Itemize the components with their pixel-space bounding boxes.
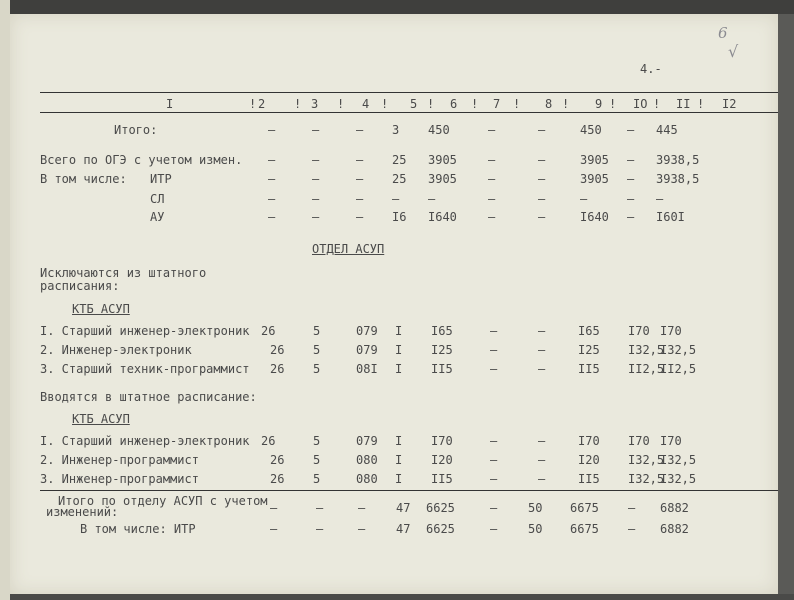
cell-c9: I65 — [578, 324, 600, 338]
cell: 25 — [392, 172, 407, 186]
cell-c6: I70 — [431, 434, 453, 448]
cell: 47 — [396, 522, 411, 536]
header-top-rule — [40, 92, 778, 93]
cell: – — [538, 123, 546, 137]
column-separator: ! — [427, 97, 435, 111]
cell: – — [358, 522, 366, 536]
cell: 3 — [392, 123, 400, 137]
cell: – — [312, 172, 320, 186]
cell: – — [488, 210, 496, 224]
column-header-5: 5 — [410, 97, 418, 111]
position-name: I. Старший инженер-электроник — [40, 324, 250, 338]
column-header-7: 7 — [493, 97, 501, 111]
cell: – — [268, 153, 276, 167]
cell-c6: I65 — [431, 324, 453, 338]
cell-c11: I70 — [660, 324, 682, 338]
cell-c4: 079 — [356, 434, 378, 448]
cell: 6625 — [426, 522, 455, 536]
cell-c2: 26 — [270, 453, 285, 467]
cell-c2: 26 — [261, 324, 276, 338]
cell-c4: 079 — [356, 343, 378, 357]
cell: – — [312, 123, 320, 137]
cell: – — [270, 522, 278, 536]
cell-c2: 26 — [270, 362, 285, 376]
cell: 450 — [428, 123, 450, 137]
column-header-2: 2 — [258, 97, 266, 111]
column-separator: ! — [697, 97, 705, 111]
cell: – — [580, 192, 588, 206]
cell: – — [356, 210, 364, 224]
cell-c11: I32,5 — [660, 453, 697, 467]
cell-c2: 26 — [270, 472, 285, 486]
cell-c10: I32,5 — [628, 453, 665, 467]
cell: – — [627, 192, 635, 206]
column-separator: ! — [294, 97, 302, 111]
column-header-12: I2 — [722, 97, 737, 111]
cell-c5: I — [395, 343, 403, 357]
cell: I6 — [392, 210, 407, 224]
cell-c8: – — [538, 324, 546, 338]
position-name: 2. Инженер-программист — [40, 453, 199, 467]
row-sublabel-sl: СЛ — [150, 192, 165, 206]
cell: I60I — [656, 210, 685, 224]
cell: 47 — [396, 501, 411, 515]
cell-c5: I — [395, 472, 403, 486]
column-header-9: 9 — [595, 97, 603, 111]
excluded-heading-line2: расписания: — [40, 279, 120, 293]
cell-c5: I — [395, 362, 403, 376]
cell: – — [428, 192, 436, 206]
cell: 3938,5 — [656, 172, 700, 186]
header-bottom-rule — [40, 112, 778, 113]
cell-c7: – — [490, 434, 498, 448]
cell-c9: I25 — [578, 343, 600, 357]
cell: 3905 — [580, 172, 609, 186]
cell-c8: – — [538, 362, 546, 376]
row-sublabel-au: АУ — [150, 210, 165, 224]
cell: – — [312, 210, 320, 224]
introduced-heading: Вводятся в штатное расписание: — [40, 390, 257, 404]
cell: – — [268, 123, 276, 137]
column-header-1: I — [166, 97, 174, 111]
column-header-6: 6 — [450, 97, 458, 111]
cell: – — [316, 522, 324, 536]
cell: 6625 — [426, 501, 455, 515]
column-header-11: II — [676, 97, 691, 111]
cell-c8: – — [538, 434, 546, 448]
cell-c4: 080 — [356, 453, 378, 467]
cell-c2: 26 — [270, 343, 285, 357]
cell: – — [488, 192, 496, 206]
cell: – — [628, 501, 636, 515]
column-separator: ! — [609, 97, 617, 111]
cell: – — [538, 153, 546, 167]
cell: – — [538, 172, 546, 186]
dept-itr-label: В том числе: ИТР — [80, 522, 196, 536]
column-separator: ! — [381, 97, 389, 111]
cell-c5: I — [395, 324, 403, 338]
cell: – — [356, 153, 364, 167]
cell: – — [490, 501, 498, 515]
cell: I640 — [580, 210, 609, 224]
cell: – — [268, 172, 276, 186]
cell-c9: I20 — [578, 453, 600, 467]
cell-c4: 079 — [356, 324, 378, 338]
position-name: 3. Старший техник-программист — [40, 362, 250, 376]
cell-c3: 5 — [313, 324, 321, 338]
excluded-unit: КТБ АСУП — [72, 302, 130, 316]
cell-c10: II2,5 — [628, 362, 665, 376]
introduced-unit: КТБ АСУП — [72, 412, 130, 426]
column-separator: ! — [513, 97, 521, 111]
cell-c3: 5 — [313, 343, 321, 357]
cell-c8: – — [538, 453, 546, 467]
cell: – — [488, 172, 496, 186]
cell-c9: I70 — [578, 434, 600, 448]
cell-c7: – — [490, 472, 498, 486]
dept-total-label-line2: изменений: — [46, 505, 119, 519]
cell-c5: I — [395, 434, 403, 448]
cell-c6: I20 — [431, 453, 453, 467]
total-rule — [40, 490, 778, 491]
cell: – — [538, 192, 546, 206]
cell: 6882 — [660, 501, 689, 515]
cell: – — [356, 172, 364, 186]
cell: 6675 — [570, 522, 599, 536]
cell: 450 — [580, 123, 602, 137]
cell-c10: I32,5 — [628, 472, 665, 486]
cell: – — [312, 192, 320, 206]
cell-c8: – — [538, 343, 546, 357]
cell-c2: 26 — [261, 434, 276, 448]
cell: – — [488, 123, 496, 137]
cell-c11: I32,5 — [660, 472, 697, 486]
dept-total-label-line1: Итого по отделу АСУП с учетом — [58, 494, 268, 508]
cell-c9: II5 — [578, 472, 600, 486]
cell-c3: 5 — [313, 362, 321, 376]
position-name: I. Старший инженер-электроник — [40, 434, 250, 448]
cell: – — [488, 153, 496, 167]
cell: 6675 — [570, 501, 599, 515]
position-name: 2. Инженер-электроник — [40, 343, 192, 357]
cell: – — [656, 192, 664, 206]
cell: 6882 — [660, 522, 689, 536]
cell: – — [627, 172, 635, 186]
cell: 3905 — [580, 153, 609, 167]
column-separator: ! — [471, 97, 479, 111]
cell-c5: I — [395, 453, 403, 467]
section-title: ОТДЕЛ АСУП — [312, 242, 385, 256]
cell-c10: I70 — [628, 434, 650, 448]
position-name: 3. Инженер-программист — [40, 472, 199, 486]
cell-c10: I70 — [628, 324, 650, 338]
pencil-check-mark: √ — [728, 42, 739, 61]
pencil-page-number: 6 — [718, 24, 728, 42]
cell-c7: – — [490, 343, 498, 357]
cell: – — [627, 210, 635, 224]
cell-c6: I25 — [431, 343, 453, 357]
cell: 3938,5 — [656, 153, 700, 167]
cell-c6: II5 — [431, 472, 453, 486]
cell: – — [538, 210, 546, 224]
cell-c8: – — [538, 472, 546, 486]
cell-c6: II5 — [431, 362, 453, 376]
column-separator: ! — [562, 97, 570, 111]
cell: 50 — [528, 522, 543, 536]
left-edge — [0, 0, 10, 600]
column-header-4: 4 — [362, 97, 370, 111]
cell-c7: – — [490, 362, 498, 376]
row-label-itr: В том числе: — [40, 172, 127, 186]
cell: – — [270, 501, 278, 515]
cell: – — [356, 123, 364, 137]
cell-c4: 08I — [356, 362, 378, 376]
cell: – — [628, 522, 636, 536]
cell-c7: – — [490, 453, 498, 467]
cell-c3: 5 — [313, 453, 321, 467]
column-header-10: IO — [633, 97, 648, 111]
cell: – — [358, 501, 366, 515]
cell: – — [356, 192, 364, 206]
cell-c10: I32,5 — [628, 343, 665, 357]
cell-c7: – — [490, 324, 498, 338]
excluded-heading-line1: Исключаются из штатного — [40, 266, 207, 280]
cell: 3905 — [428, 172, 457, 186]
cell-c11: II2,5 — [660, 362, 697, 376]
row-sublabel-itr: ИТР — [150, 172, 172, 186]
cell: – — [316, 501, 324, 515]
cell: – — [312, 153, 320, 167]
cell-c3: 5 — [313, 434, 321, 448]
row-label-itogo: Итого: — [114, 123, 158, 137]
cell-c11: I32,5 — [660, 343, 697, 357]
cell: – — [268, 210, 276, 224]
cell: – — [392, 192, 400, 206]
cell: – — [490, 522, 498, 536]
cell: 3905 — [428, 153, 457, 167]
cell: I640 — [428, 210, 457, 224]
cell: – — [627, 153, 635, 167]
column-header-3: 3 — [311, 97, 319, 111]
cell: 25 — [392, 153, 407, 167]
row-label-vsego: Всего по ОГЭ с учетом измен. — [40, 153, 243, 167]
cell-c4: 080 — [356, 472, 378, 486]
top-edge — [0, 0, 794, 14]
cell-c9: II5 — [578, 362, 600, 376]
cell: – — [268, 192, 276, 206]
cell-c11: I70 — [660, 434, 682, 448]
column-header-8: 8 — [545, 97, 553, 111]
cell: 445 — [656, 123, 678, 137]
cell: 50 — [528, 501, 543, 515]
page-number: 4.- — [640, 62, 662, 76]
column-separator: ! — [653, 97, 661, 111]
cell-c3: 5 — [313, 472, 321, 486]
column-separator: ! — [249, 97, 257, 111]
right-edge — [778, 14, 794, 594]
cell: – — [627, 123, 635, 137]
column-separator: ! — [337, 97, 345, 111]
